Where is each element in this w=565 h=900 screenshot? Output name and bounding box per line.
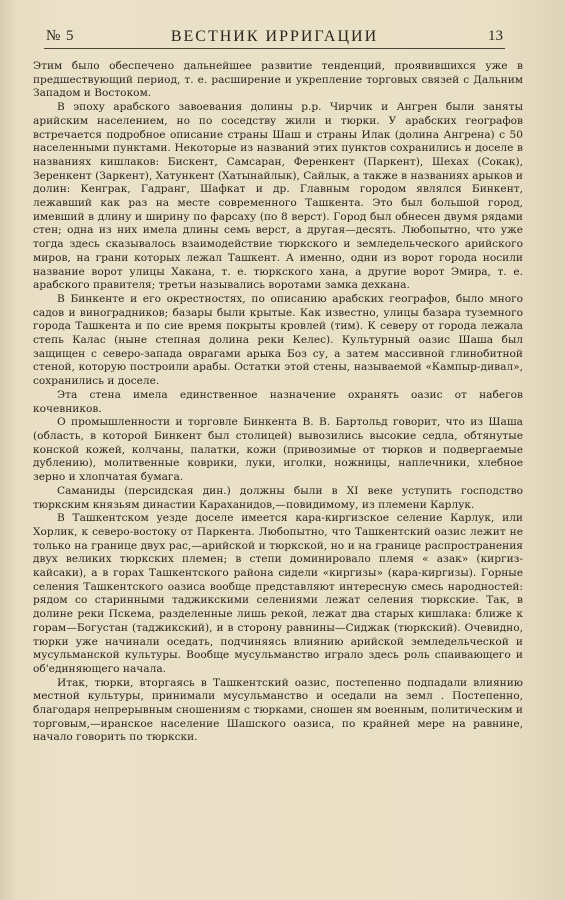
page-number: 13	[488, 28, 503, 44]
paragraph: Итак, тюрки, вторгаясь в Ташкентский оазис, постепенно подпадали влиянию местной культуры, принимали мусульманство и оседали на земл . Постепенно, благодаря непрерывным сношениям с тюрками, сношен ям военным, политическим и торговым,—иранское население Шашского оазиса, по крайней мере на равнине, начало говорить по тюркски.	[33, 676, 523, 744]
paragraph: Эта стена имела единственное назначение охранять оазис от набегов кочевников.	[33, 388, 523, 415]
article-body	[33, 60, 523, 745]
paragraph: О промышленности и торговле Бинкента В. В. Бартольд говорит, что из Шаша (область, в которой Бинкент был столицей) вывозились высокие седла, обтянутые конской кожей, колчаны, палатки, кожи (привозимые от тюрков и подвергаемые дублению), молитвенные коврики, луки, иголки, ножницы, наплечники, хлебное зерно и хлопчатая бумага.	[33, 416, 523, 484]
paragraph: Саманиды (персидская дин.) должны были в XI веке уступить господство тюркским князьям династии Караханидов,—повидимому, из племени Карлук.	[33, 484, 523, 511]
page-header	[46, 28, 503, 50]
journal-title: ВЕСТНИК ИРРИГАЦИИ	[170, 28, 379, 45]
paragraph: Этим было обеспечено дальнейшее развитие тенденций, проявившихся уже в предшествующий период, т. е. расширение и укрепление торговых связей с Дальним Западом и Востоком.	[33, 60, 523, 100]
paragraph: В эпоху арабского завоевания долины р.р. Чирчик и Ангрен были заняты арийским населением, но по соседству жили и тюрки. У арабских географов встречается подробное описание страны Шаш и страны Илак (долина Ангрена) с 50 населенными пунктами. Некоторые из названий этих пунктов сохранились и доселе в названиях кишлаков: Бискент, Самсаран, Ференкент (Паркент), Шехах (Сокак), Зеренкент (Заркент), Хатункент (Хатынайлык), Сайлык, а также в названиях арыков и долин: Кенграк, Гадранг, Шафкат и др. Главным городом являлся Бинкент, лежавший как раз на месте современного Ташкента. Это был большой город, имевший в длину и ширину по фарсаху (по 8 верст). Город был обнесен двумя рядами стен; одна из них имела длины семь верст, а другая—десять. Любопытно, что уже тогда здесь сказывалось взаимодействие тюркского и земледельческого арийского миров, на грани которых лежал Ташкент. А именно, одни из ворот города носили название ворот улицы Хакана, т. е. тюркского хана, а другие ворот Эмира, т. е. арабского правителя; третьи назывались воротами замка дехкана.	[33, 101, 523, 292]
paragraph: В Ташкентском уезде доселе имеется кара-киргизское селение Карлук, или Хорлик, к северо-востоку от Паркента. Любопытно, что Ташкентский оазис лежит не только на границе двух рас,—арийской и тюркской, но и на границе распространения двух великих тюркских племен; в степи доминировало племя « азак» (киргиз-кайсаки), а в горах Ташкентского района сидели «киргизы» (кара-киргизы). Горные селения Ташкентского оазиса вообще представляют интересную смесь народностей: рядом со старинными таджикскими селениями лежат селения тюркские. Так, в долине реки Пскема, разделенные лишь рекой, лежат два старых кишлака: ближе к горам—Богустан (таджикский), и в сторону равнины—Сиджак (тюркский). Очевидно, тюрки уже начинали оседать, подчиняясь влиянию арийской земледельческой и мусульманской культуры. Вообще мусульманство играло здесь роль спаивающего и об'единяющего начала.	[33, 512, 523, 675]
paragraph: В Бинкенте и его окрестностях, по описанию арабских географов, было много садов и виноградников; базары были крытые. Как известно, улицы базара туземного города Ташкента и по сие время покрыты кровлей (тим). К северу от города лежала степь Калас (ныне степная долина реки Келес). Культурный оазис Шаша был защищен с северо-запада оврагами арыка Боз су, а затем массивной глинобитной стеной, которую построили арабы. Остатки этой стены, называемой «Кампыр-дивал», сохранились и доселе.	[33, 292, 523, 388]
header-rule	[44, 48, 505, 49]
issue-number: № 5	[46, 28, 75, 44]
